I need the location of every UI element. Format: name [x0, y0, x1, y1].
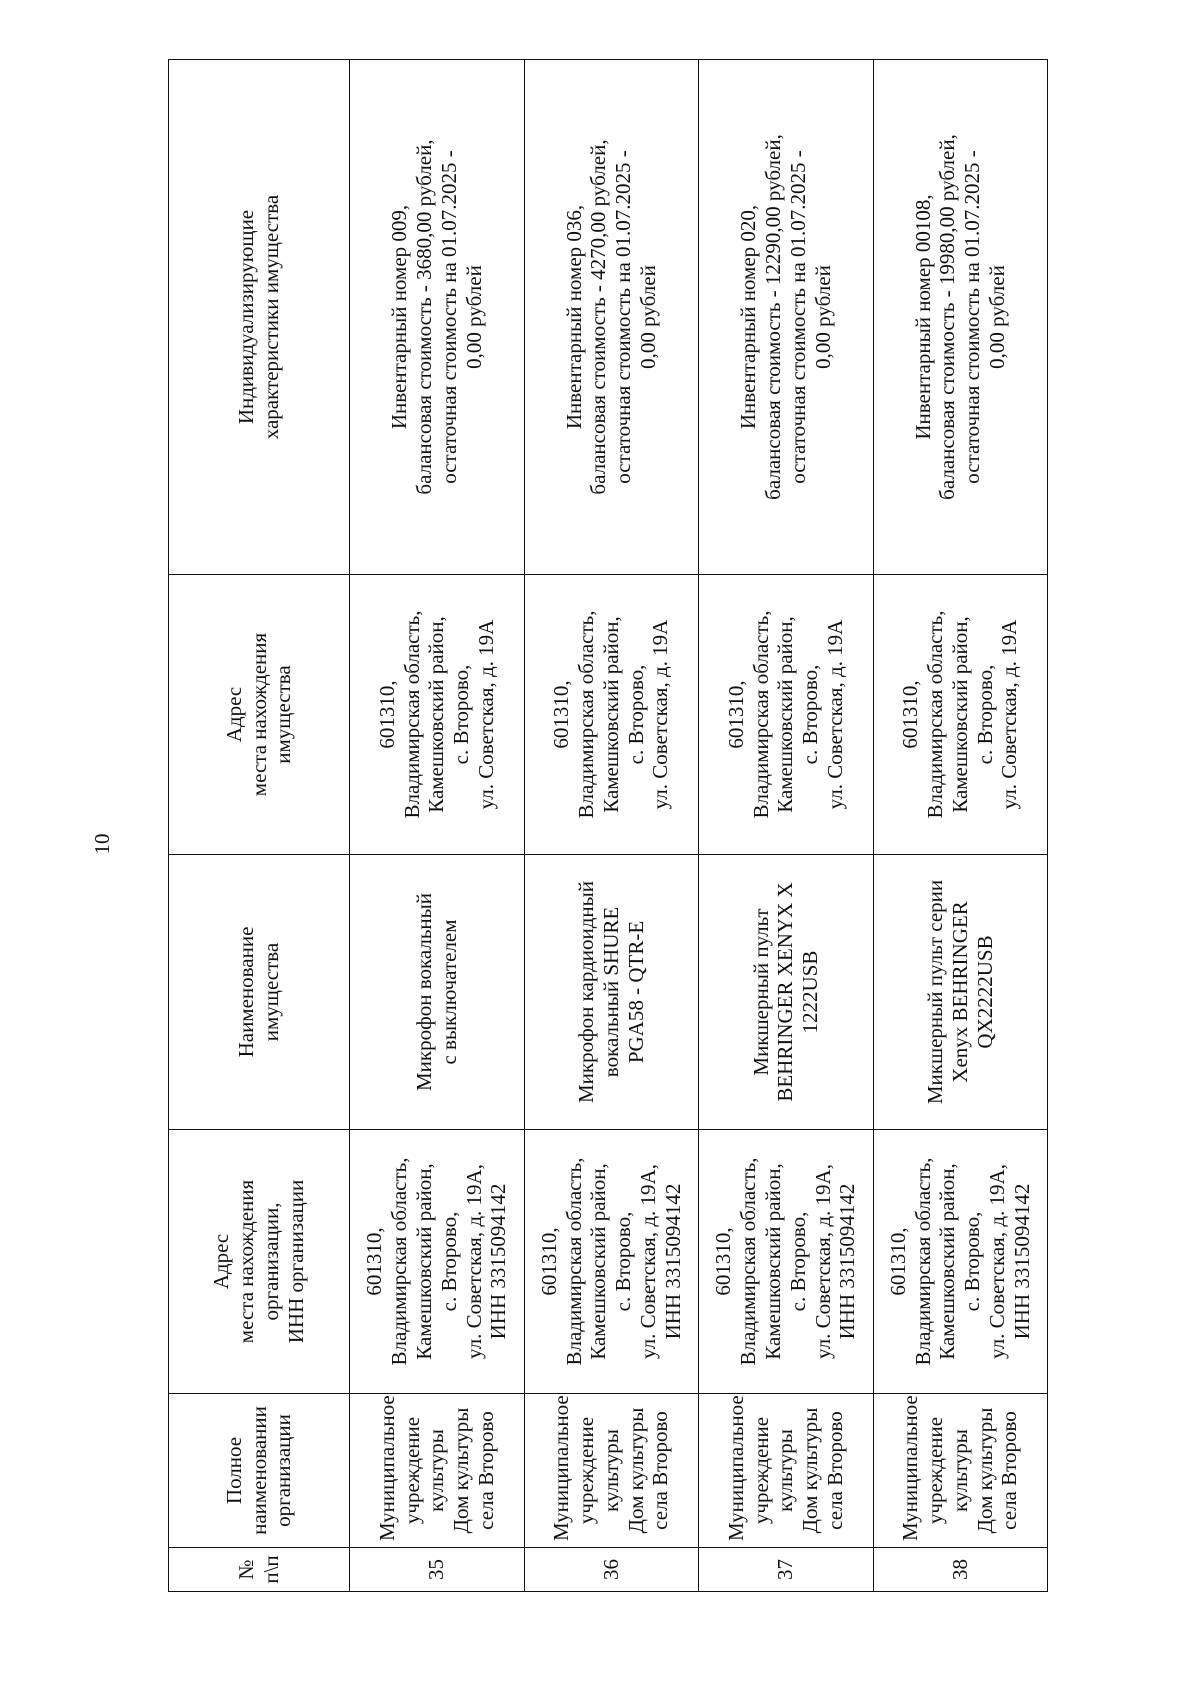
cell-property-name: Микрофон вокальный с выключателем: [350, 855, 525, 1130]
rotated-table-container: [168, 60, 1048, 1592]
cell-number: 37: [699, 1548, 874, 1592]
header-characteristics: Индивидуализирующие характеристики имущества: [169, 60, 350, 575]
cell-property-address: 601310, Владимирская область, Камешковский район, с. Второво, ул. Советская, д. 19А: [524, 575, 699, 855]
property-table: [168, 59, 1048, 1592]
cell-organization-address: 601310, Владимирская область, Камешковский район, с. Второво, ул. Советская, д. 19А, ИНН 3315094142: [873, 1130, 1048, 1394]
cell-number: 35: [350, 1548, 525, 1592]
cell-organization: Муниципальное учреждение культуры Дом культуры села Второво: [350, 1394, 525, 1548]
cell-number: 38: [873, 1548, 1048, 1592]
cell-property-address: 601310, Владимирская область, Камешковский район, с. Второво, ул. Советская, д. 19А: [873, 575, 1048, 855]
header-property-name: Наименование имущества: [169, 855, 350, 1130]
cell-organization: Муниципальное учреждение культуры Дом культуры села Второво: [873, 1394, 1048, 1548]
table-row: [524, 60, 699, 1592]
cell-property-address: 601310, Владимирская область, Камешковский район, с. Второво, ул. Советская, д. 19А: [699, 575, 874, 855]
cell-characteristics: Инвентарный номер 00108, балансовая стоимость - 19980,00 рублей, остаточная стоимость на 01.07.2025 - 0,00 рублей: [873, 60, 1048, 575]
cell-property-name: Микшерный пульт серии Xenyx BEHRINGER QX2222USB: [873, 855, 1048, 1130]
cell-organization-address: 601310, Владимирская область, Камешковский район, с. Второво, ул. Советская, д. 19А, ИНН 3315094142: [350, 1130, 525, 1394]
cell-characteristics: Инвентарный номер 036, балансовая стоимость - 4270,00 рублей, остаточная стоимость на 01.07.2025 - 0,00 рублей: [524, 60, 699, 575]
cell-property-name: Микшерный пульт BEHRINGER XENYX X 1222USB: [699, 855, 874, 1130]
cell-characteristics: Инвентарный номер 020, балансовая стоимость - 12290,00 рублей, остаточная стоимость на 01.07.2025 - 0,00 рублей: [699, 60, 874, 575]
table-header-row: [169, 60, 350, 1592]
table-row: [699, 60, 874, 1592]
cell-property-name: Микрофон кардиоидный вокальный SHURE PGA58 - QTR-E: [524, 855, 699, 1130]
header-organization-address: Адрес места нахождения организации, ИНН организации: [169, 1130, 350, 1394]
cell-organization-address: 601310, Владимирская область, Камешковский район, с. Второво, ул. Советская, д. 19А, ИНН 3315094142: [524, 1130, 699, 1394]
cell-property-address: 601310, Владимирская область, Камешковский район, с. Второво, ул. Советская, д. 19А: [350, 575, 525, 855]
cell-organization: Муниципальное учреждение культуры Дом культуры села Второво: [699, 1394, 874, 1548]
cell-number: 36: [524, 1548, 699, 1592]
cell-organization: Муниципальное учреждение культуры Дом культуры села Второво: [524, 1394, 699, 1548]
header-organization: Полное наименовании организации: [169, 1394, 350, 1548]
page-number: 10: [90, 833, 114, 855]
table-row: [350, 60, 525, 1592]
header-property-address: Адрес места нахождения имущества: [169, 575, 350, 855]
header-number: № п\п: [169, 1548, 350, 1592]
cell-characteristics: Инвентарный номер 009, балансовая стоимость - 3680,00 рублей, остаточная стоимость на 01.07.2025 - 0,00 рублей: [350, 60, 525, 575]
table-row: [873, 60, 1048, 1592]
cell-organization-address: 601310, Владимирская область, Камешковский район, с. Второво, ул. Советская, д. 19А, ИНН 3315094142: [699, 1130, 874, 1394]
